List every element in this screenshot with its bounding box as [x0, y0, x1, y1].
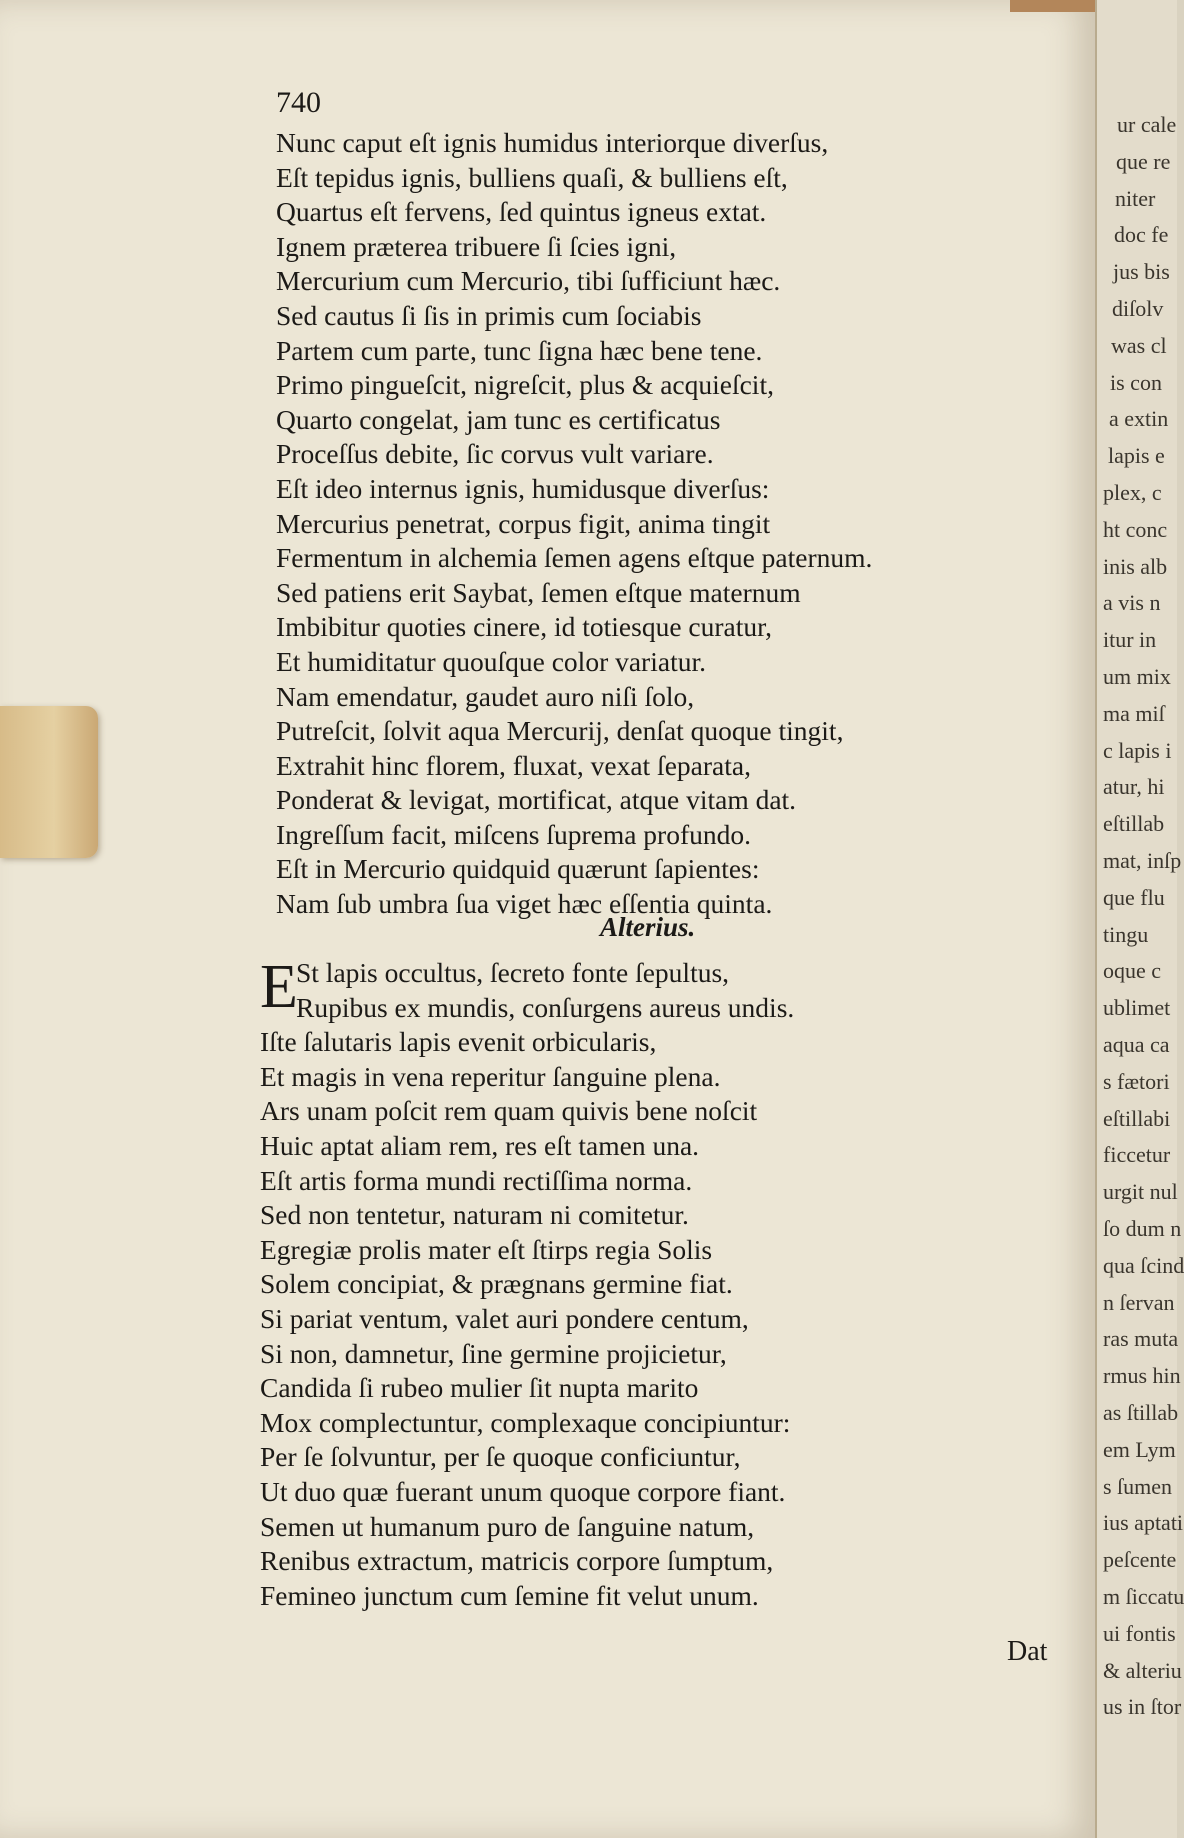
facing-page-fragment: mat, inſp [1103, 848, 1182, 873]
catchword: Dat [1007, 1636, 1048, 1667]
verse-line: Nam emendatur, gaudet auro niſi ſolo, [276, 680, 695, 712]
section-heading: Alterius. [600, 912, 696, 942]
verse-line: Nam ſub umbra ſua viget hæc eſſentia quinta. [276, 888, 773, 920]
verse-line-second: Rupibus ex mundis, conſurgens aureus undis. [296, 991, 795, 1023]
verse-line: Eſt ideo internus ignis, humidusque diverſus: [276, 472, 770, 504]
facing-page-fragment: was cl [1111, 332, 1167, 358]
verse-line: Eſt in Mercurio quidquid quærunt ſapientes: [276, 853, 760, 885]
facing-page-fragment: rmus hin [1103, 1363, 1181, 1389]
facing-page-fragment: peſcente [1103, 1547, 1177, 1573]
verse-line: Putreſcit, ſolvit aqua Mercurij, denſat quoque tingit, [276, 715, 844, 747]
verse-line: Huic aptat aliam rem, res eſt tamen una. [260, 1129, 700, 1161]
facing-page-fragment: ficcetur [1103, 1142, 1171, 1168]
facing-page-fragment: eſtillab [1103, 811, 1165, 837]
facing-page-fragment: n ſervan [1103, 1289, 1175, 1315]
facing-page-fragment: as ſtillab [1103, 1400, 1179, 1425]
verse-line: Mercurium cum Mercurio, tibi ſufficiunt hæc. [276, 265, 781, 297]
verse-line: Sed cautus ſi ſis in primis cum ſociabis [276, 299, 702, 331]
facing-page-fragment: a extin [1109, 406, 1169, 432]
verse-line: Si pariat ventum, valet auri pondere centum, [260, 1302, 749, 1334]
facing-page-fragment: niter [1115, 185, 1156, 211]
facing-page-fragment: plex, c [1103, 480, 1162, 505]
verse-line: Si non, damnetur, ſine germine projicietur, [260, 1337, 727, 1369]
verse-line: Mox complectuntur, complexaque concipiuntur: [260, 1406, 791, 1438]
facing-page-fragment: inis alb [1103, 553, 1168, 579]
facing-page-fragment: ras muta [1103, 1326, 1179, 1352]
facing-page-fragment: is con [1110, 369, 1162, 395]
verse-line: Mercurius penetrat, corpus figit, anima tingit [276, 507, 771, 539]
verse-line: Eſt artis forma mundi rectiſſima norma. [260, 1164, 693, 1196]
verse-line: Partem cum parte, tunc ſigna hæc bene tene. [276, 334, 763, 366]
verse-line: Solem concipiat, & prægnans germine fiat. [260, 1268, 733, 1300]
facing-page-strip [1095, 0, 1184, 1838]
verse-line: Ignem præterea tribuere ſi ſcies igni, [276, 230, 677, 262]
verse-block-1 [276, 126, 872, 922]
facing-page-fragment: ui fontis [1103, 1620, 1176, 1646]
facing-page-fragment: doc fe [1114, 222, 1169, 248]
verse-block-2 [260, 953, 795, 1613]
verse-line: Extrahit hinc florem, fluxat, vexat ſeparata, [276, 749, 751, 781]
facing-page-fragment: tingu [1103, 921, 1149, 947]
facing-page-fragment: ſo dum n [1103, 1216, 1182, 1241]
verse-block-2-lines [260, 1025, 794, 1613]
facing-page-fragment: em Lym [1103, 1436, 1176, 1462]
verse-line: Ut duo quæ fuerant unum quoque corpore fiant. [260, 1475, 786, 1507]
facing-page-fragment: m ſiccatu [1103, 1584, 1184, 1609]
verse-line-first-text: St lapis occultus, ſecreto fonte ſepultus, [296, 957, 730, 988]
verse-line: Primo pingueſcit, nigreſcit, plus & acquieſcit, [276, 369, 774, 401]
facing-page-fragment: s fætori [1103, 1068, 1170, 1094]
facing-page-fragment: diſolv [1112, 296, 1164, 321]
facing-page-fragment: itur in [1103, 627, 1157, 653]
facing-page-fragment: um mix [1103, 664, 1171, 689]
verse-line: Imbibitur quoties cinere, id totiesque curatur, [276, 611, 773, 643]
facing-page-fragment: qua ſcind [1103, 1252, 1184, 1278]
verse-line: Ponderat & levigat, mortificat, atque vitam dat. [276, 784, 797, 816]
facing-page-fragment: ht conc [1103, 516, 1168, 542]
verse-line: Sed patiens erit Saybat, ſemen eſtque maternum [276, 576, 801, 608]
facing-page-fragment: eſtillabi [1103, 1105, 1171, 1131]
verse-line: Et magis in vena reperitur ſanguine plena. [260, 1060, 721, 1092]
facing-page-fragment: jus bis [1113, 259, 1170, 285]
verse-line: Fermentum in alchemia ſemen agens eſtque paternum. [276, 542, 873, 574]
facing-page-fragment: a vis n [1103, 590, 1161, 616]
facing-page-fragment: us in ſtor [1103, 1694, 1182, 1720]
verse-line: Et humiditatur quouſque color variatur. [276, 645, 706, 677]
verse-line: Candida ſi rubeo mulier ſit nupta marito [260, 1372, 699, 1404]
verse-line: Ingreſſum facit, miſcens ſuprema profundo. [276, 818, 751, 850]
facing-page-fragment: c lapis i [1103, 737, 1172, 763]
facing-page-fragment: urgit nul [1103, 1179, 1178, 1205]
facing-page-fragment: ublimet [1103, 995, 1171, 1021]
verse-line: Femineo junctum cum ſemine fit velut unum. [260, 1579, 759, 1611]
verse-line: Egregiæ prolis mater eſt ſtirps regia Solis [260, 1233, 713, 1265]
facing-page-fragment: que flu [1103, 884, 1165, 910]
drop-cap: E [260, 953, 298, 1021]
verse-line: Quartus eſt fervens, ſed quintus igneus extat. [276, 196, 767, 228]
verse-line: Nunc caput eſt ignis humidus interiorque diverſus, [276, 127, 829, 158]
facing-page-fragment: aqua ca [1103, 1032, 1170, 1057]
page-number: 740 [276, 86, 321, 119]
facing-page-fragment: oque c [1103, 958, 1162, 984]
verse-line: Renibus extractum, matricis corpore ſumptum, [260, 1545, 774, 1577]
facing-page-fragment: ius aptati [1103, 1510, 1184, 1536]
facing-page-fragment: que re [1116, 148, 1171, 174]
verse-line: Proceſſus debite, ſic corvus vult variare. [276, 438, 714, 470]
paper-tab [0, 706, 98, 858]
verse-line: Iſte ſalutaris lapis evenit orbicularis, [260, 1026, 657, 1058]
facing-page-fragment: lapis e [1108, 443, 1165, 469]
verse-line: Quarto congelat, jam tunc es certificatus [276, 403, 721, 435]
facing-page-fragment: s ſumen [1103, 1473, 1173, 1499]
facing-page-fragment: atur, hi [1103, 774, 1165, 800]
verse-line: Per ſe ſolvuntur, per ſe quoque conficiuntur, [260, 1441, 741, 1473]
facing-page-fragment: & alteriu [1103, 1657, 1182, 1683]
verse-line: Eſt tepidus ignis, bulliens quaſi, & bulliens eſt, [276, 161, 788, 193]
facing-page-fragment: ma miſ [1103, 700, 1165, 726]
facing-page-fragment: ur cale [1117, 112, 1177, 137]
verse-line: Sed non tentetur, naturam ni comitetur. [260, 1199, 689, 1231]
verse-line: Semen ut humanum puro de ſanguine natum, [260, 1510, 755, 1542]
verse-line: Ars unam poſcit rem quam quivis bene noſcit [260, 1095, 758, 1127]
